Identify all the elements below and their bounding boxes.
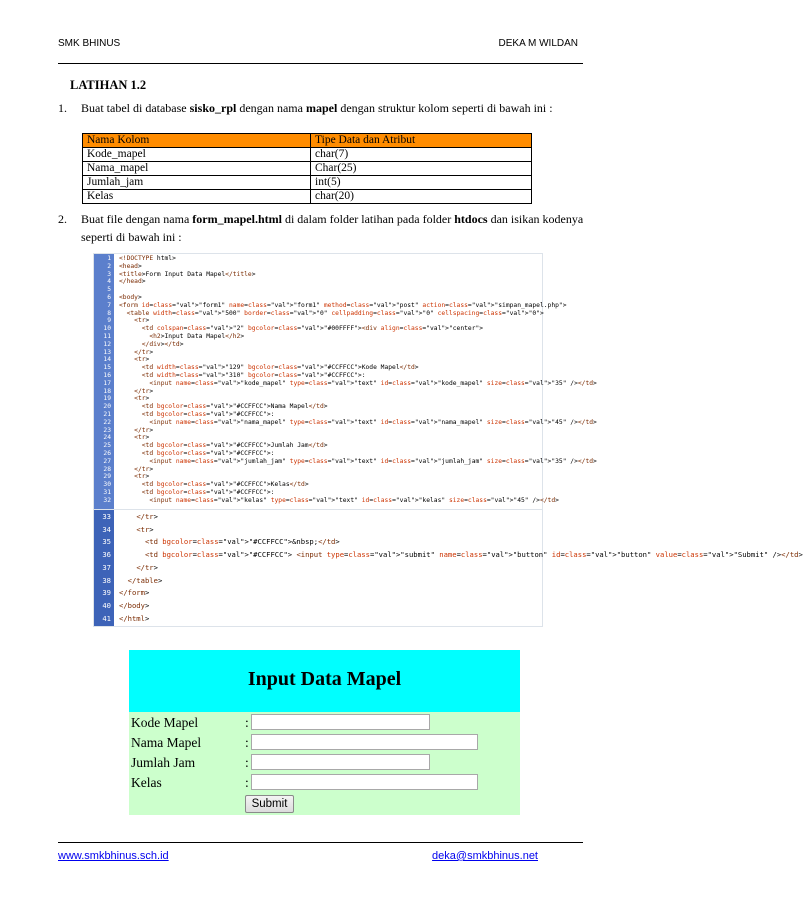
line-number: 14	[103, 356, 111, 364]
line-number: 38	[102, 575, 111, 585]
email-link[interactable]: deka@smkbhinus.net	[432, 850, 538, 862]
code-line	[94, 396, 542, 402]
code-line	[94, 301, 567, 309]
line-number: 22	[103, 418, 111, 426]
code-text: <input name=class="val">"nama_mapel" type=class="val">"text" id=class="val">"nama_mapel" size=class="val">"45" /></td>	[149, 418, 597, 426]
form-preview	[129, 650, 520, 815]
header-school: SMK BHINUS	[58, 38, 121, 49]
form-row-nama-mapel	[129, 733, 520, 753]
code-text: <input name=class="val">"kode_mapel" type=class="val">"text" id=class="val">"kode_mapel" size=class="val">"35" /></td>	[149, 379, 597, 387]
code-text: <body>	[119, 294, 142, 301]
line-number: 2	[107, 262, 111, 270]
nama-mapel-label: Nama Mapel	[131, 735, 202, 750]
line-number: 4	[107, 278, 111, 286]
code-line	[94, 562, 542, 575]
code-line	[94, 575, 542, 588]
code-line	[94, 524, 542, 537]
code-line	[94, 511, 542, 524]
line-number: 34	[102, 524, 111, 534]
code-line	[94, 279, 542, 285]
column-name: Jumlah_jam	[83, 176, 311, 190]
line-number: 16	[103, 372, 111, 379]
code-line	[94, 326, 542, 332]
code-text: </form>	[119, 588, 150, 598]
line-number: 24	[103, 434, 111, 442]
form-title: Input Data Mapel	[247, 668, 402, 690]
code-line	[94, 451, 542, 457]
column-name: Kelas	[83, 190, 311, 204]
line-number: 35	[102, 537, 111, 547]
line-number: 9	[107, 317, 111, 325]
code-line	[94, 256, 542, 262]
line-number: 30	[103, 481, 111, 489]
step-2-text-b: di dalam folder latihan pada folder	[281, 212, 455, 226]
step-2-text-c: dan isikan kodenya seperti di bawah ini :	[81, 212, 584, 244]
line-number: 31	[103, 489, 111, 496]
line-number: 20	[103, 403, 111, 411]
mapel-structure-table	[82, 133, 532, 204]
step-1-text	[81, 99, 586, 117]
code-line	[94, 357, 542, 363]
header-column-name: Nama Kolom	[83, 134, 311, 148]
kode-mapel-input[interactable]	[251, 714, 430, 730]
line-number: 28	[103, 465, 111, 473]
line-number: 36	[102, 550, 111, 560]
code-text: <input name=class="val">"kelas" type=class="val">"text" id=class="val">"kelas" size=class="val">"45" /></td>	[149, 496, 559, 504]
code-line	[94, 428, 542, 434]
code-line	[94, 549, 803, 562]
code-text: <!DOCTYPE html>	[119, 255, 176, 262]
column-name: Kode_mapel	[83, 148, 311, 162]
code-text: <tr>	[134, 473, 150, 481]
code-text: <td bgcolor=class="val">"#CCFFCC">Kelas</td>	[141, 481, 309, 489]
code-line	[94, 418, 597, 426]
line-number: 29	[103, 473, 111, 481]
line-number: 11	[103, 333, 111, 340]
header-rule	[58, 63, 583, 64]
submit-button[interactable]: Submit	[245, 795, 294, 813]
kelas-colon: :	[245, 775, 249, 790]
line-number: 21	[103, 411, 111, 418]
code-line	[94, 350, 542, 356]
table-row	[83, 162, 532, 176]
code-line	[94, 264, 542, 270]
line-number: 37	[102, 562, 111, 572]
code-line	[94, 536, 542, 549]
code-line	[94, 365, 542, 371]
code-text: <h2>Input Data Mapel</h2>	[149, 333, 245, 340]
column-type: int(5)	[311, 176, 532, 190]
step-1-text-b: dengan nama	[236, 101, 306, 115]
step-2-number: 2.	[58, 212, 67, 226]
line-number: 10	[103, 325, 111, 333]
code-line	[94, 474, 542, 480]
line-number: 12	[103, 340, 111, 348]
website-link[interactable]: www.smkbhinus.sch.id	[58, 850, 169, 862]
page-title: LATIHAN 1.2	[70, 78, 147, 92]
line-number: 41	[102, 613, 111, 623]
code-text: <tr>	[134, 317, 150, 325]
line-number: 18	[103, 387, 111, 395]
code-text: <tr>	[134, 434, 150, 442]
form-banner	[129, 650, 520, 712]
code-line	[94, 311, 542, 317]
code-text: <head>	[119, 262, 142, 270]
code-text: </tr>	[136, 562, 158, 572]
code-line	[94, 379, 597, 387]
code-text: <tr>	[136, 524, 154, 534]
code-text: <td width=class="val">"129" bgcolor=class="val">"#CCFFCC">Kode Mapel</td>	[141, 364, 419, 372]
line-number: 39	[102, 588, 111, 598]
code-text: <title>Form Input Data Mapel</title>	[119, 270, 256, 278]
page-header	[58, 38, 578, 52]
table-header-row	[83, 134, 532, 148]
line-number: 13	[103, 348, 111, 356]
jumlah-jam-input[interactable]	[251, 754, 430, 770]
line-number: 19	[103, 395, 111, 403]
line-number: 1	[107, 255, 111, 262]
code-line	[94, 457, 597, 465]
step-1-number: 1.	[58, 101, 67, 115]
line-number: 26	[103, 450, 111, 457]
code-line	[94, 404, 542, 410]
kode-mapel-label: Kode Mapel	[131, 715, 199, 730]
line-number: 8	[107, 309, 111, 317]
code-line	[94, 295, 542, 301]
column-type: Char(25)	[311, 162, 532, 176]
form-row-jumlah-jam	[129, 753, 520, 773]
code-text: </html>	[119, 613, 150, 623]
header-data-type: Tipe Data dan Atribut	[311, 134, 532, 148]
form-row-kelas	[129, 773, 520, 793]
file-name: form_mapel.html	[192, 212, 282, 226]
code-text: <td width=class="val">"310" bgcolor=class="val">"#CCFFCC">:	[141, 372, 366, 379]
code-line	[94, 389, 542, 395]
line-number: 15	[103, 364, 111, 372]
code-text: <input name=class="val">"jumlah_jam" type=class="val">"text" id=class="val">"jumlah_jam" size=class="val">"35" /></td>	[149, 457, 597, 465]
code-text: </tr>	[134, 387, 154, 395]
nama-mapel-colon: :	[245, 735, 249, 750]
code-listing-part-2	[93, 509, 803, 627]
step-1-text-a: Buat tabel di database	[81, 101, 190, 115]
code-text: </table>	[127, 575, 163, 585]
step-1-text-c: dengan struktur kolom seperti di bawah ini :	[337, 101, 553, 115]
database-name: sisko_rpl	[189, 101, 237, 115]
line-number: 17	[103, 379, 111, 387]
code-text: </tr>	[136, 512, 158, 521]
code-text: <td bgcolor=class="val">"#CCFFCC">Nama Mapel</td>	[141, 403, 328, 411]
code-line	[94, 482, 542, 488]
code-line	[94, 435, 542, 441]
code-text: <form id=class="val">"form1" name=class="val">"form1" method=class="val">"post" action=class="val">"simpan_mapel.php">	[119, 301, 567, 309]
kelas-input[interactable]	[251, 774, 478, 790]
table-row	[83, 148, 532, 162]
header-author: DEKA M WILDAN	[498, 38, 578, 49]
column-type: char(20)	[311, 190, 532, 204]
line-number: 7	[107, 301, 111, 309]
code-line	[94, 443, 542, 449]
code-text: <td bgcolor=class="val">"#CCFFCC">Jumlah Jam</td>	[141, 442, 328, 450]
code-line	[94, 496, 559, 504]
line-number: 5	[107, 286, 111, 294]
line-number: 27	[103, 457, 111, 465]
footer-rule	[58, 842, 583, 843]
code-text: <tr>	[134, 356, 150, 364]
jumlah-jam-label: Jumlah Jam	[131, 755, 196, 770]
code-text: <td bgcolor=class="val">"#CCFFCC"> <input type=class="val">"submit" name=class="val">"button" id=class="val">"button" value=class="val">"Submit" /></td>	[144, 550, 803, 560]
step-2-text-a: Buat file dengan nama	[81, 212, 193, 226]
code-text: </tr>	[134, 348, 154, 356]
code-line	[94, 272, 542, 278]
code-line	[94, 287, 542, 293]
line-number: 23	[103, 426, 111, 434]
code-line	[94, 587, 542, 600]
code-text: <table width=class="val">"500" border=class="val">"0" cellpadding=class="val">"0" cellspacing=class="val">"0">	[126, 309, 544, 317]
code-line	[94, 342, 542, 348]
code-text: <td bgcolor=class="val">"#CCFFCC">&nbsp;</td>	[144, 537, 340, 547]
column-type: char(7)	[311, 148, 532, 162]
code-line	[94, 373, 542, 379]
code-text: </tr>	[134, 426, 154, 434]
jumlah-jam-colon: :	[245, 755, 249, 770]
line-number: 3	[107, 270, 111, 278]
code-line	[94, 318, 542, 324]
code-text: <td bgcolor=class="val">"#CCFFCC">:	[141, 489, 275, 496]
code-text: </body>	[119, 600, 150, 610]
line-number: 32	[103, 496, 111, 504]
code-line	[94, 490, 542, 496]
code-line	[94, 613, 542, 626]
step-2-text	[81, 210, 586, 246]
code-text: </head>	[119, 278, 146, 286]
code-line	[94, 412, 542, 418]
table-row	[83, 176, 532, 190]
line-number: 25	[103, 442, 111, 450]
code-text: <tr>	[134, 395, 150, 403]
line-number: 40	[102, 600, 111, 610]
page-footer	[58, 850, 538, 864]
code-line	[94, 467, 542, 473]
column-name: Nama_mapel	[83, 162, 311, 176]
code-line	[94, 334, 542, 340]
folder-name: htdocs	[454, 212, 488, 226]
line-number: 6	[107, 294, 111, 301]
code-text: <td bgcolor=class="val">"#CCFFCC">:	[141, 411, 275, 418]
table-row	[83, 190, 532, 204]
form-row-kode-mapel	[129, 713, 520, 733]
kelas-label: Kelas	[131, 775, 162, 790]
code-listing-part-1	[93, 253, 597, 511]
code-text: </tr>	[134, 465, 154, 473]
nama-mapel-input[interactable]	[251, 734, 478, 750]
line-number: 33	[102, 512, 111, 521]
code-text: <td colspan=class="val">"2" bgcolor=class="val">"#00FFFF"><div align=class="val">"center">	[141, 325, 484, 333]
code-line	[94, 600, 542, 613]
code-text: <td bgcolor=class="val">"#CCFFCC">:	[141, 450, 275, 457]
code-text: </div></td>	[141, 340, 184, 348]
kode-mapel-colon: :	[245, 715, 249, 730]
table-name: mapel	[305, 101, 338, 115]
